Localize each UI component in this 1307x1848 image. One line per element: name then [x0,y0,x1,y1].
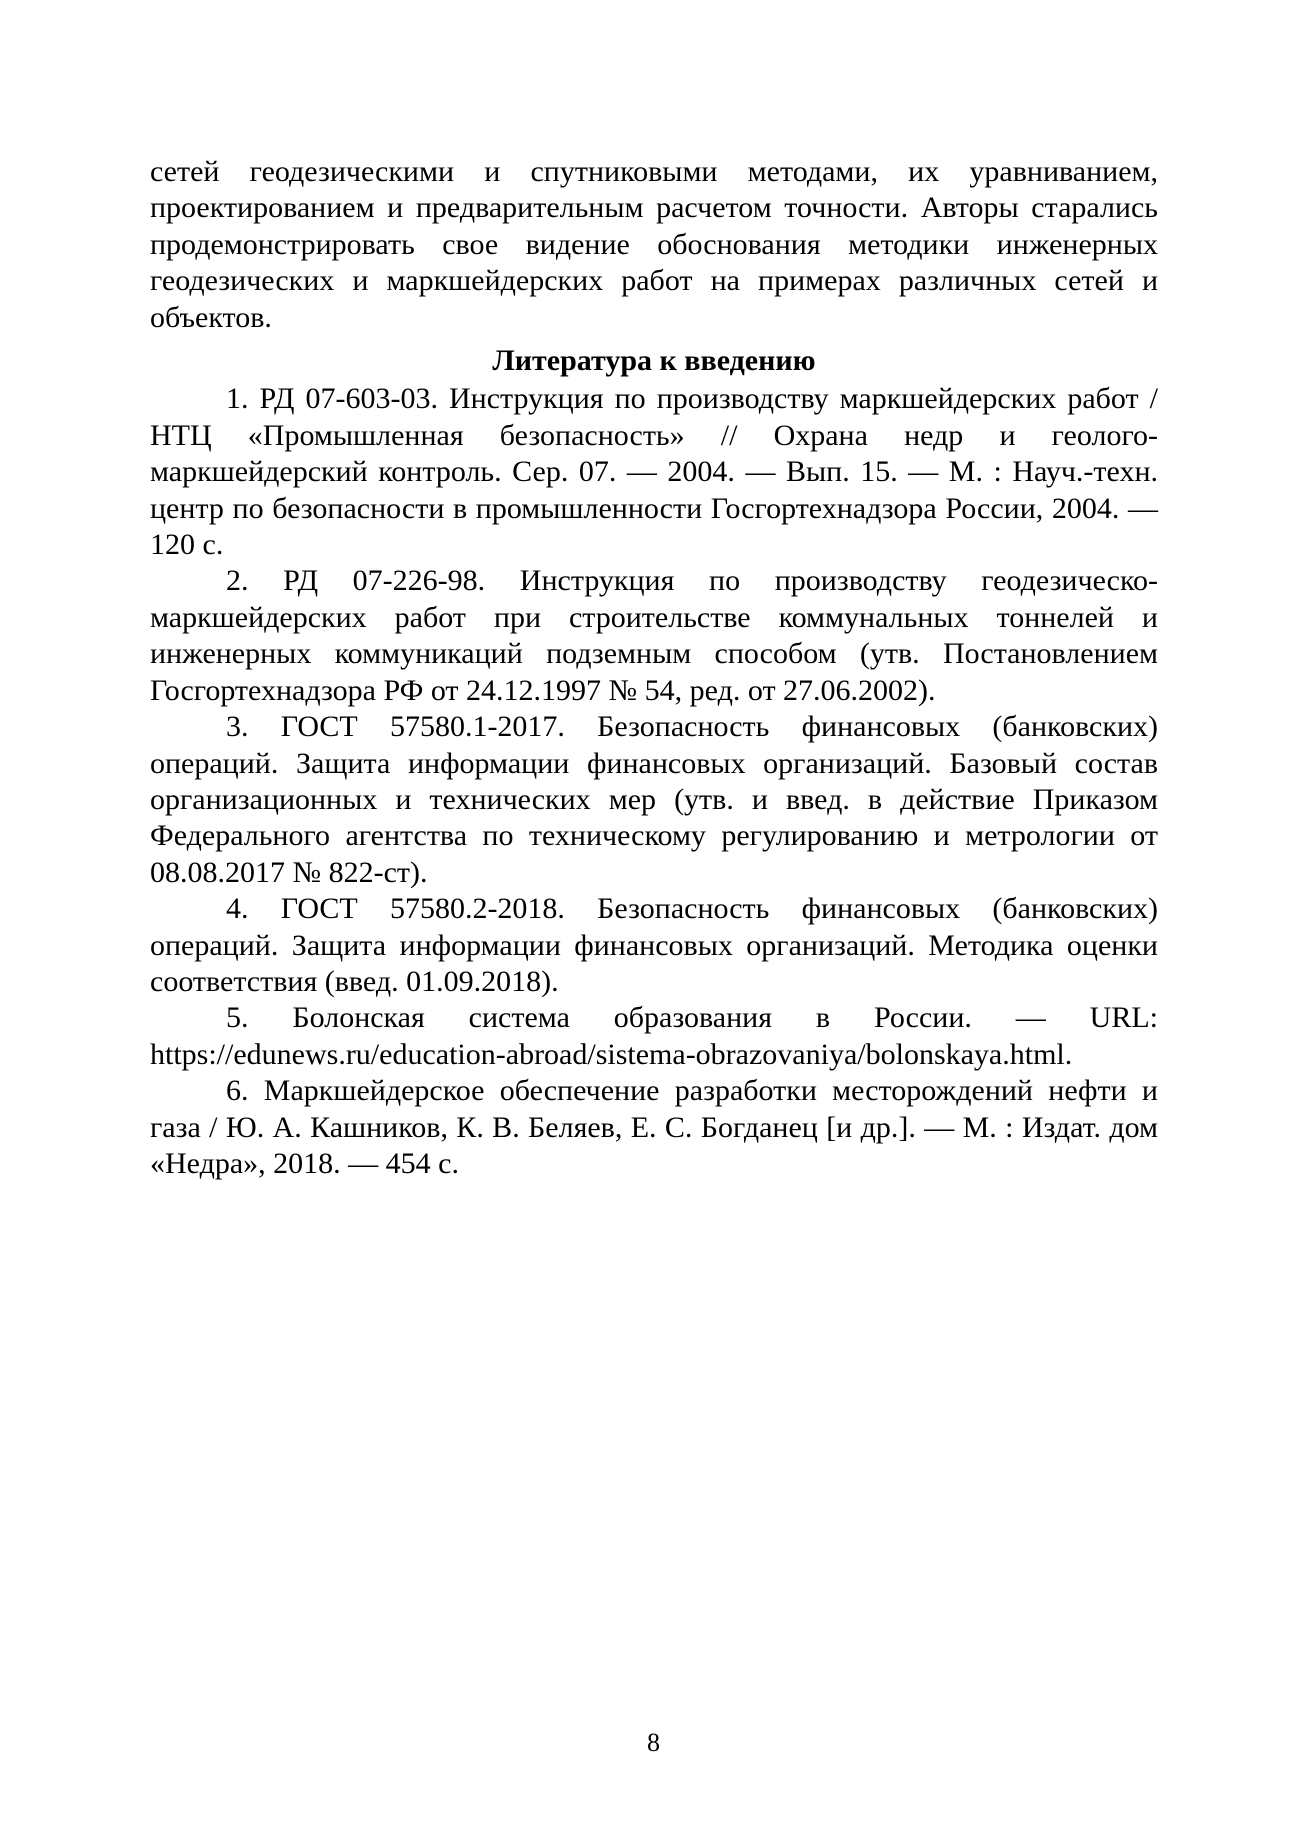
reference-item: 1. РД 07-603-03. Инструкция по производству маркшейдерских работ / НТЦ «Промышленная безопасность» // Охрана недр и геолого-маркшейдерский контроль. Сер. 07. — 2004. — Вып. 15. — М. : Науч.-техн. центр по безопасности в промышленности Госгортехнадзора России, 2004. — 120 с. [150,382,1158,562]
reference-item: 3. ГОСТ 57580.1-2017. Безопасность финансовых (банковских) операций. Защита информации финансовых организаций. Базовый состав организационных и технических мер (утв. и введ. в действие Приказом Федерального агентства по техническому регулированию и метрологии от 08.08.2017 № 822-ст). [150,710,1158,889]
reference-item: 4. ГОСТ 57580.2-2018. Безопасность финансовых (банковских) операций. Защита информации финансовых организаций. Методика оценки соответствия (введ. 01.09.2018). [150,892,1158,998]
page-content [150,154,1158,1182]
page-number: 8 [647,1728,660,1757]
section-heading: Литература к введению [492,344,816,378]
reference-item: 2. РД 07-226-98. Инструкция по производству геодезическо-маркшейдерских работ при строительстве коммунальных тоннелей и инженерных коммуникаций подземным способом (утв. Постановлением Госгортехнадзора РФ от 24.12.1997 № 54, ред. от 27.06.2002). [150,564,1158,707]
reference-item: 6. Маркшейдерское обеспечение разработки месторождений нефти и газа / Ю. А. Кашников, К. В. Беляев, Е. С. Богданец [и др.]. — М. : Издат. дом «Недра», 2018. — 454 с. [150,1074,1158,1180]
reference-item: 5. Болонская система образования в России. — URL: https://edunews.ru/education-abroad/sistema-obrazovaniya/bolonskaya.html. [150,1001,1158,1071]
reference-list [150,381,1158,1182]
intro-paragraph: сетей геодезическими и спутниковыми методами, их уравниванием, проектированием и предварительным расчетом точности. Авторы старались продемонстрировать свое видение обоснования методики инженерных геодезических и маркшейдерских работ на примерах различных сетей и объектов. [150,155,1158,334]
